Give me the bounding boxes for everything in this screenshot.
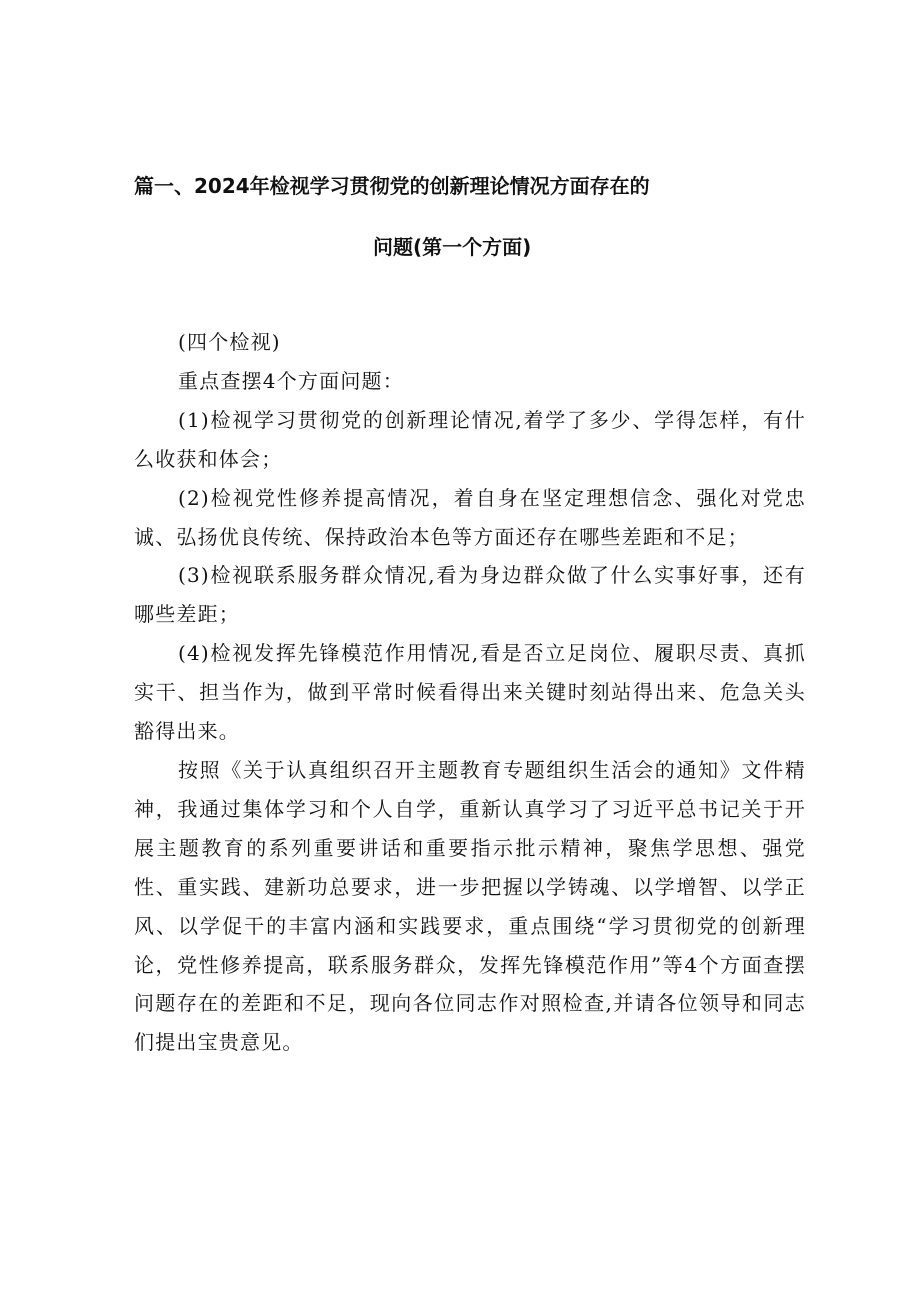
paragraph-key-issues: 重点查摆4个方面问题：	[178, 368, 404, 393]
paragraph-review-1: (1)检视学习贯彻党的创新理论情况,着学了多少、学得怎样，有什么收获和体会；	[134, 407, 806, 471]
paragraph-review-3: (3)检视联系服务群众情况,看为身边群众做了什么实事好事，还有哪些差距；	[134, 563, 806, 627]
document-title-line-1: 篇一、2024年检视学习贯彻党的创新理论情况方面存在的	[134, 174, 650, 198]
document-body	[134, 323, 806, 1062]
document-title-line-2: 问题(第一个方面)	[373, 235, 532, 259]
paragraph-review-4: (4)检视发挥先锋模范作用情况,看是否立足岗位、履职尽责、真抓实干、担当作为，做到平常时候看得出来关键时刻站得出来、危急关头豁得出来。	[134, 641, 806, 744]
paragraph-review-2: (2)检视党性修养提高情况，着自身在坚定理想信念、强化对党忠诚、弘扬优良传统、保持政治本色等方面还存在哪些差距和不足；	[134, 485, 806, 549]
paragraph-introduction: 按照《关于认真组织召开主题教育专题组织生活会的通知》文件精神，我通过集体学习和个人自学，重新认真学习了习近平总书记关于开展主题教育的系列重要讲话和重要指示批示精神，聚焦学思想、强党性、重实践、建新功总要求，进一步把握以学铸魂、以学增智、以学正风、以学促干的丰富内涵和实践要求，重点围绕“学习贯彻党的创新理论，党性修养提高，联系服务群众，发挥先锋模范作用”等4个方面查摆问题存在的差距和不足，现向各位同志作对照检查,并请各位领导和同志们提出宝贵意见。	[134, 757, 806, 1055]
paragraph-four-reviews: (四个检视)	[178, 330, 281, 354]
